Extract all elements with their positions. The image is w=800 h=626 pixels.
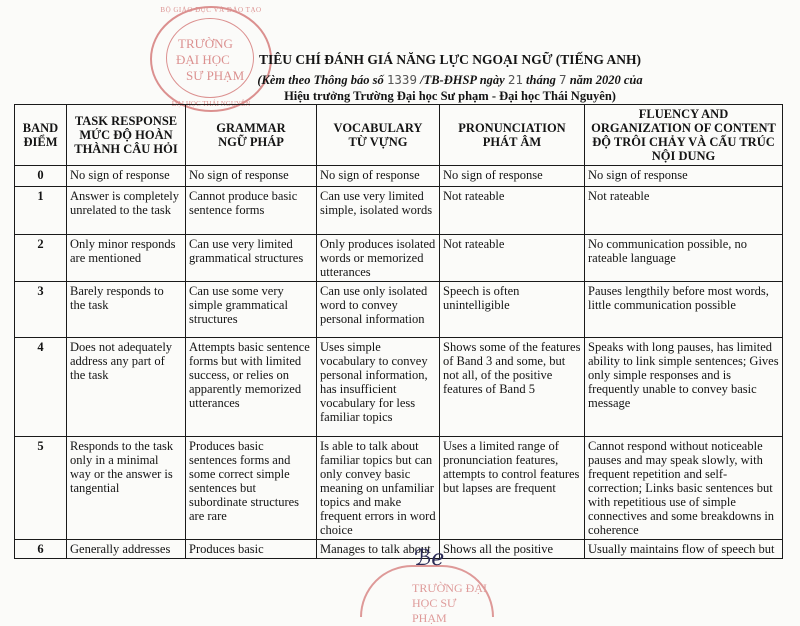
band-cell: 4 xyxy=(15,338,67,437)
document-subtitle xyxy=(240,72,660,88)
task-cell: Responds to the task only in a minimal way or the answer is tangential xyxy=(67,437,186,540)
task-cell: Generally addresses xyxy=(67,540,186,559)
pron-cell: No sign of response xyxy=(440,166,585,187)
subtitle-part-c: tháng xyxy=(526,73,556,87)
subtitle-part-d: năm 2020 của xyxy=(569,73,643,87)
table-row xyxy=(15,235,783,282)
vocab-cell: Only produces isolated words or memorized utterances xyxy=(317,235,440,282)
vocab-cell: Can use only isolated word to convey personal information xyxy=(317,282,440,338)
task-cell: No sign of response xyxy=(67,166,186,187)
header-pron-en: PRONUNCIATION xyxy=(458,121,566,135)
pron-cell: Shows some of the features of Band 3 and some, but not all, of the positive features of Band 5 xyxy=(440,338,585,437)
grammar-cell: Can use some very simple grammatical structures xyxy=(186,282,317,338)
table-row xyxy=(15,338,783,437)
pron-cell: Not rateable xyxy=(440,187,585,235)
header-band-en: BAND xyxy=(22,121,59,135)
pron-cell: Shows all the positive xyxy=(440,540,585,559)
table-row xyxy=(15,540,783,559)
band-cell: 1 xyxy=(15,187,67,235)
grammar-cell: Can use very limited grammatical structures xyxy=(186,235,317,282)
vocab-cell: Uses simple vocabulary to convey personal information, has insufficient vocabulary for less familiar topics xyxy=(317,338,440,437)
table-row xyxy=(15,187,783,235)
grammar-cell: Produces basic sentences forms and some correct simple sentences but subordinate structures are rare xyxy=(186,437,317,540)
vocab-cell: Is able to talk about familiar topics but can only convey basic meaning on unfamiliar topics and make frequent errors in word choice xyxy=(317,437,440,540)
pron-cell: Speech is often unintelligible xyxy=(440,282,585,338)
header-grammar-vi: NGỮ PHÁP xyxy=(218,135,284,149)
seal-ring-bottom-text: ĐẠI HỌC THÁI NGUYÊN xyxy=(171,100,251,108)
fluency-cell: No sign of response xyxy=(585,166,783,187)
footer-seal xyxy=(360,565,494,625)
header-pron xyxy=(440,105,585,166)
header-task-en: TASK RESPONSE xyxy=(74,114,178,128)
task-cell: Answer is completely unrelated to the task xyxy=(67,187,186,235)
signature-mark: ℬℯ xyxy=(414,546,445,571)
fluency-cell: No communication possible, no rateable language xyxy=(585,235,783,282)
header-task xyxy=(67,105,186,166)
subtitle-part-b: /TB-ĐHSP ngày xyxy=(420,73,505,87)
vocab-cell: Manages to talk about xyxy=(317,540,440,559)
grammar-cell: No sign of response xyxy=(186,166,317,187)
criteria-table-wrapper xyxy=(14,104,788,556)
table-row xyxy=(15,437,783,540)
grammar-cell: Attempts basic sentence forms but with limited success, or relies on apparently memorized utterances xyxy=(186,338,317,437)
pron-cell: Uses a limited range of pronunciation features, attempts to control features but lapses are frequent xyxy=(440,437,585,540)
task-cell: Barely responds to the task xyxy=(67,282,186,338)
seal-ring-top-text: BỘ GIÁO DỤC VÀ ĐÀO TẠO xyxy=(160,6,262,14)
table-header-row xyxy=(15,105,783,166)
header-fluency xyxy=(585,105,783,166)
header-grammar xyxy=(186,105,317,166)
table-row xyxy=(15,166,783,187)
grammar-cell: Produces basic xyxy=(186,540,317,559)
footer-seal-text: TRƯỜNG ĐẠI HỌC SƯ PHẠM xyxy=(412,581,487,625)
task-cell: Only minor responds are mentioned xyxy=(67,235,186,282)
header-band xyxy=(15,105,67,166)
notice-day: 21 xyxy=(507,72,523,87)
header-vocab-vi: TỪ VỰNG xyxy=(348,135,408,149)
notice-number: 1339 xyxy=(386,72,417,87)
header-vocab-en: VOCABULARY xyxy=(333,121,423,135)
task-cell: Does not adequately address any part of the task xyxy=(67,338,186,437)
table-row xyxy=(15,282,783,338)
vocab-cell: Can use very limited simple, isolated words xyxy=(317,187,440,235)
band-cell: 2 xyxy=(15,235,67,282)
band-cell: 3 xyxy=(15,282,67,338)
seal-line-3: SƯ PHẠM xyxy=(186,68,245,83)
fluency-cell: Pauses lengthily before most words, little communication possible xyxy=(585,282,783,338)
pron-cell: Not rateable xyxy=(440,235,585,282)
header-band-vi: ĐIỂM xyxy=(23,135,58,149)
subtitle-part-a: (Kèm theo Thông báo số xyxy=(257,73,384,87)
seal-line-2: ĐẠI HỌC xyxy=(176,52,230,67)
header-pron-vi: PHÁT ÂM xyxy=(482,135,542,149)
fluency-cell: Cannot respond without noticeable pauses and may speak slowly, with frequent repetition and self-correction; Links basic sentences but with repetitious use of simple connectives and some breakdowns in coherence xyxy=(585,437,783,540)
header-vocab xyxy=(317,105,440,166)
grammar-cell: Cannot produce basic sentence forms xyxy=(186,187,317,235)
notice-month: 7 xyxy=(559,72,567,87)
criteria-table xyxy=(14,104,783,559)
header-grammar-en: GRAMMAR xyxy=(216,121,286,135)
document-title: TIÊU CHÍ ĐÁNH GIÁ NĂNG LỰC NGOẠI NGỮ (TIẾNG ANH) xyxy=(259,52,641,67)
fluency-cell: Usually maintains flow of speech but xyxy=(585,540,783,559)
band-cell: 6 xyxy=(15,540,67,559)
header-fluency-vi: ĐỘ TRÔI CHẢY VÀ CẤU TRÚC NỘI DUNG xyxy=(592,135,775,163)
band-cell: 5 xyxy=(15,437,67,540)
seal-line-1: TRƯỜNG xyxy=(178,36,233,51)
band-cell: 0 xyxy=(15,166,67,187)
header-task-vi: MỨC ĐỘ HOÀN THÀNH CÂU HỎI xyxy=(74,128,178,156)
fluency-cell: Not rateable xyxy=(585,187,783,235)
vocab-cell: No sign of response xyxy=(317,166,440,187)
header-fluency-en: FLUENCY AND ORGANIZATION OF CONTENT xyxy=(591,107,776,135)
fluency-cell: Speaks with long pauses, has limited ability to link simple sentences; Gives only simple responses and is frequently unable to convey basic message xyxy=(585,338,783,437)
document-subtitle-2: Hiệu trưởng Trường Đại học Sư phạm - Đại học Thái Nguyên) xyxy=(284,89,616,103)
